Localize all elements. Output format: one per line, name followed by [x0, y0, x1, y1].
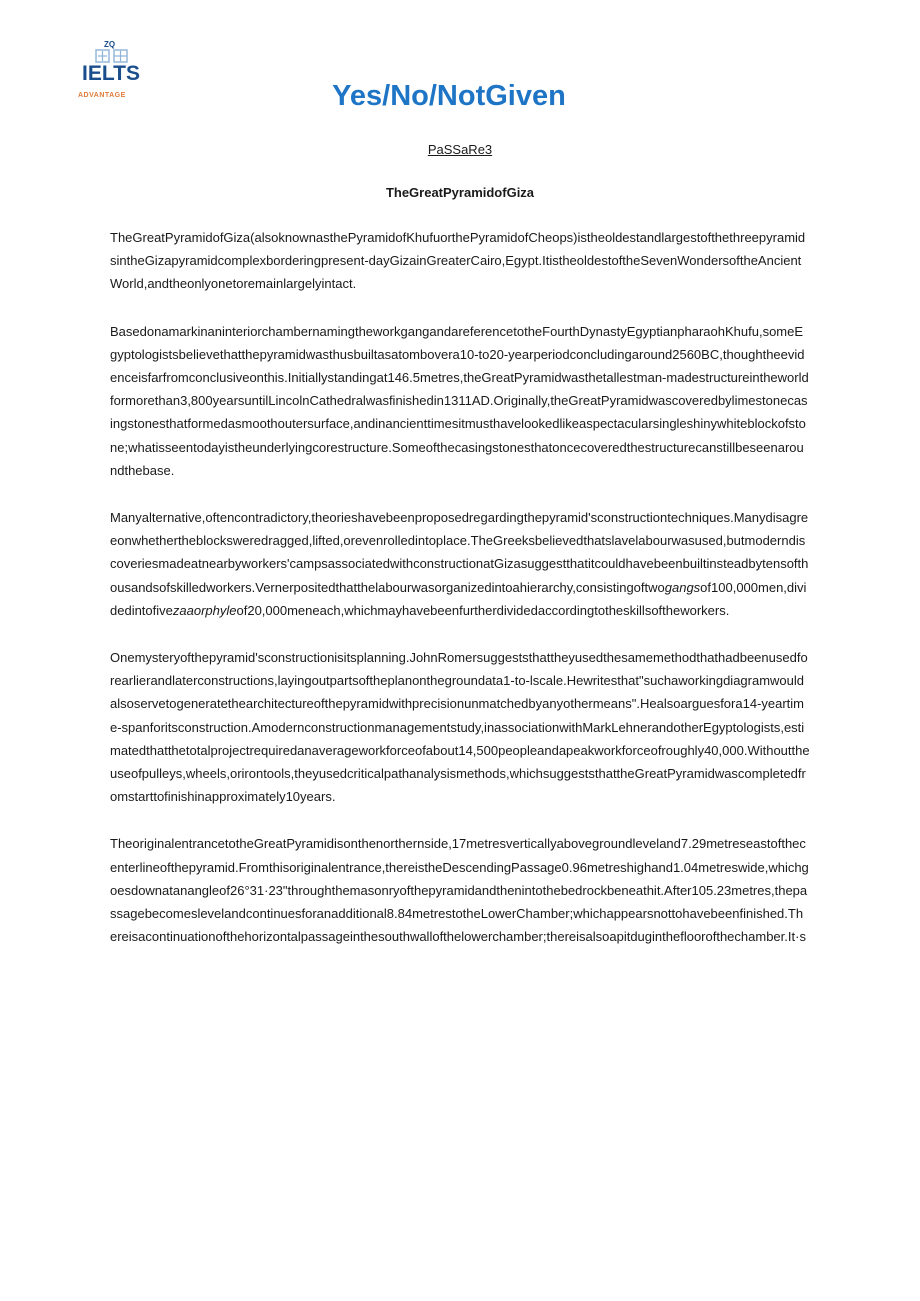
paragraph: Onemysteryofthepyramid'sconstructionisitsplanning.JohnRomersuggeststhattheyusedthesamemethodthathadbeenusedforearlierandlaterconstructions,layingoutpartsoftheplanonthegroundata1-to-lscale.Hewritesthat"suchaworkingdiagramwouldalsoservetogeneratethearchitectureofthepyramidwithprecisionunmatchedbyanyothermeans".Healsoarguesfora14-yeartime-spanforitsconstruction.Amodernconstructionmanagementstudy,inassociationwithMarkLehnerandotherEgyptologists,estimatedthatthetotalprojectrequiredanaverageworkforceofabout14,500peopleandapeakworkforceofroughly40,000.Withouttheuseofpulleys,wheels,orirontools,theyusedcriticalpathanalysismethods,whichsuggeststhattheGreatPyramidwascompletedfromstarttofinishinapproximately10years.	[110, 650, 810, 805]
italic-term: gangs	[664, 579, 701, 595]
passage-title: TheGreatPyramidofGiza	[385, 185, 535, 200]
passage-body	[110, 226, 810, 972]
paragraph: TheGreatPyramidofGiza(alsoknownasthePyramidofKhufuorthePyramidofCheops)istheoldestandlargestofthethreepyramidsintheGizapyramidcomplexborderingpresent-dayGizainGreaterCairo,Egypt.ItistheoldestoftheSevenWondersoftheAncientWorld,andtheonlyonetoremainlargelyintact.	[110, 230, 806, 292]
paragraph: TheoriginalentrancetotheGreatPyramidisonthenorthernside,17metresverticallyabovegroundleveland7.29metreseastofthecenterlineofthepyramid.Fromthisoriginalentrance,thereistheDescendingPassage0.96metreshighand1.04metreswide,whichgoesdownatanangleof26°31·23"throughthemasonryofthepyramidandthenintothebedrockbeneathit.After105.23metres,thepassagebecomeslevelandcontinuesforanadditional8.84metrestotheLowerChamber;whichappearsnottohavebeenfinished.Thereisacontinuationofthehorizontalpassageinthesouthwallofthelowerchamber;thereisalsoapitduginthefloorofthechamber.It·s	[110, 836, 809, 945]
logo-zq-text: ZQ	[104, 40, 116, 49]
paragraph: BasedonamarkinaninteriorchambernamingtheworkgangandareferencetotheFourthDynastyEgyptianpharaohKhufu,someEgyptologistsbelievethatthepyramidwasthusbuiltasatombovera10-to20-yearperiodconcludingaround2560BC,thoughtheevidenceisfarfromconclusiveonthis.Initiallystandingat146.5metres,theGreatPyramidwasthetallestman-madestructureintheworldformorethan3,800yearsuntilLincolnCathedralwasfinishedin1311AD.Originally,theGreatPyramidwascoveredbylimestonecasingstonesthatformedasmoothoutersurface,andinancienttimesitmusthavelookedlikeaspectacularsingleshinywhiteblockofstone;whatisseentodayistheunderlyingcorestructure.Someofthecasingstonesthatoncecoveredthestructurecanstillbeseenaroundthebase.	[110, 323, 809, 478]
logo-advantage-text: ADVANTAGE	[78, 92, 126, 99]
passage-label: PaSSaRe3	[427, 142, 493, 157]
italic-term: zaaorphyle	[172, 602, 237, 618]
paragraph: Manyalternative,oftencontradictory,theorieshavebeenproposedregardingthepyramid'sconstructiontechniques.Manydisagreeonwhethertheblocksweredragged,lifted,orevenrolledintoplace.TheGreeksbelievedthatslavelabourwasused,butmoderndiscoveriesmadeatnearbyworkers'campsassociatedwithconstructionatGizasuggestthatitcouldhavebeenbuiltinsteadbytensofthousandsofskilledworkers.Vernerpositedthatthelabourwasorganizedintoahierarchy,consistingoftwogangsof100,000men,dividedintofivezaaorphyleof20,000meneach,whichmayhavebeenfurtherdividedaccordingtotheskillsoftheworkers.	[110, 510, 809, 618]
page-title: Yes/No/NotGiven	[332, 80, 566, 112]
logo-ielts-text: IELTS	[82, 62, 140, 85]
